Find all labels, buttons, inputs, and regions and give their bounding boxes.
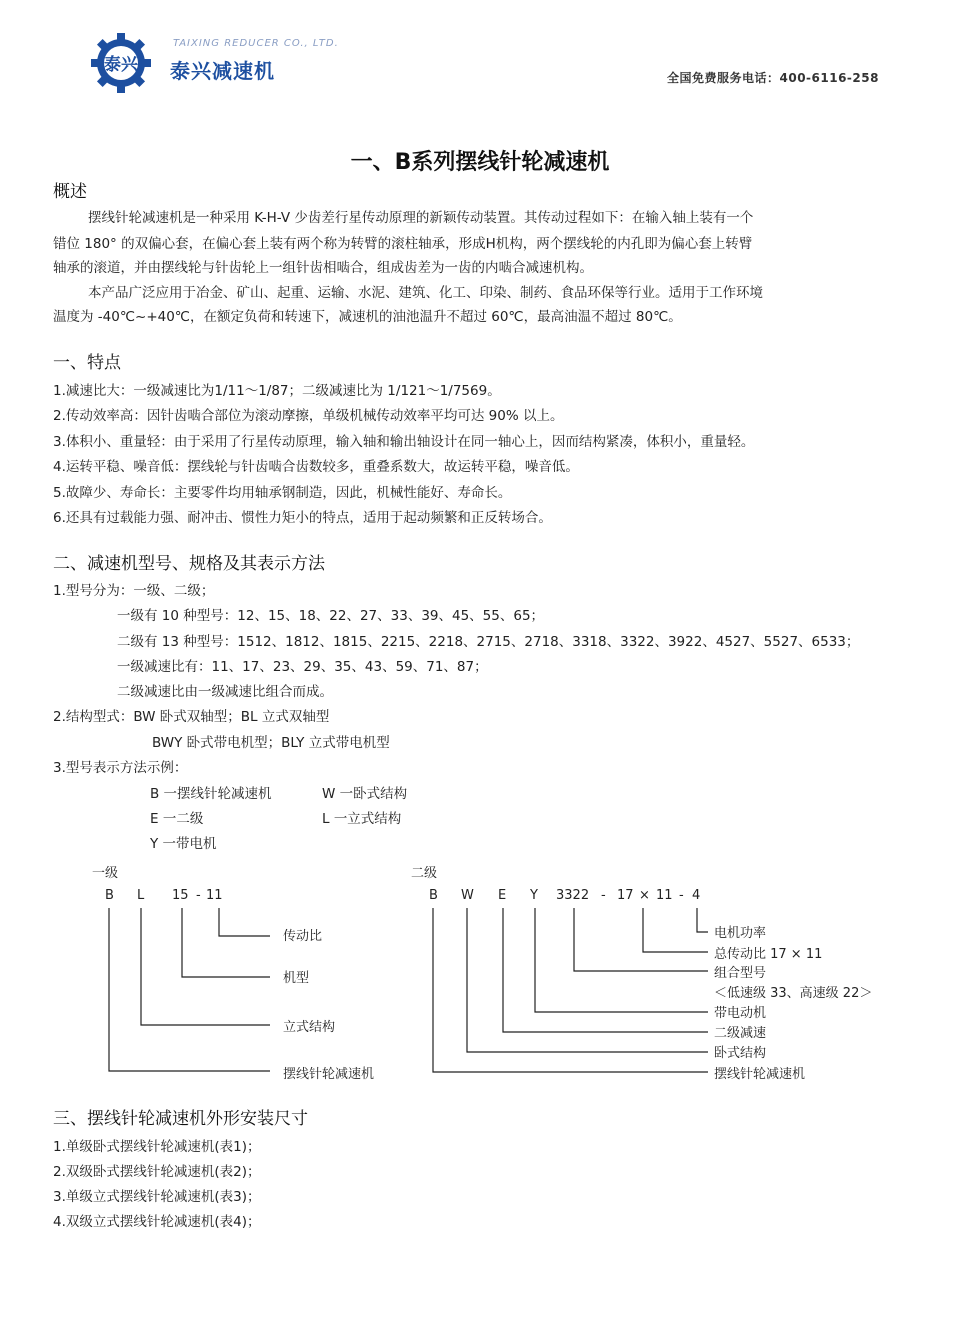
models-line: 3.型号表示方法示例：	[53, 760, 188, 776]
brand-english-name: TAIXING REDUCER CO., LTD.	[173, 38, 339, 49]
features-heading: 一、特点	[53, 353, 121, 373]
overview-line: 摆线针轮减速机是一种采用 K-H-V 少齿差行星传动原理的新颖传动装置。其传动过程如下：在输入轴上装有一个	[88, 210, 754, 226]
overview-line: 错位 180° 的双偏心套，在偏心套上装有两个称为转臂的滚柱轴承，形成H机构，两个摆线轮的内孔即为偏心套上转臂	[53, 236, 753, 252]
code-char: -	[601, 888, 606, 903]
models-line: 一级减速比有：11、17、23、29、35、43、59、71、87；	[117, 659, 488, 675]
feature-item: 2.传动效率高：因针齿啮合部位为滚动摩擦，单级机械传动效率平均可达 90% 以上。	[53, 408, 564, 424]
code-char: 11	[206, 888, 223, 903]
code-char: 11	[656, 888, 673, 903]
code-char: B	[105, 888, 114, 903]
feature-item: 5.故障少、寿命长：主要零件均用轴承钢制造，因此，机械性能好、寿命长。	[53, 485, 512, 501]
code-explanation: 组合型号	[714, 966, 767, 981]
code-char: 15	[172, 888, 189, 903]
code-explanation: ＜低速级 33、高速级 22＞	[714, 986, 873, 1001]
code-char: W	[461, 888, 474, 903]
dimensions-heading: 三、摆线针轮减速机外形安装尺寸	[53, 1109, 308, 1129]
code-explanation: 带电动机	[714, 1006, 767, 1021]
dimension-table-item: 2.双级卧式摆线针轮减速机(表2)；	[53, 1164, 261, 1180]
connector-line	[574, 908, 708, 971]
connector-line	[109, 908, 270, 1071]
code-explanation: 机型	[283, 971, 310, 986]
service-hotline: 全国免费服务电话：400-6116-258	[667, 71, 879, 85]
code-explanation: 摆线针轮减速机	[283, 1067, 375, 1082]
connector-line	[535, 908, 708, 1012]
legend-item: E 一二级	[150, 811, 204, 827]
code-explanation: 摆线针轮减速机	[714, 1067, 806, 1082]
code-char: 4	[692, 888, 701, 903]
feature-item: 6.还具有过载能力强、耐冲击、惯性力矩小的特点，适用于起动频繁和正反转场合。	[53, 510, 552, 526]
legend-item: Y 一带电机	[150, 836, 217, 852]
code-char: -	[196, 888, 201, 903]
code-char: B	[429, 888, 438, 903]
code-explanation: 电机功率	[714, 926, 767, 941]
models-line: 一级有 10 种型号：12、15、18、22、27、33、39、45、55、65；	[117, 608, 545, 624]
code-char: L	[137, 888, 145, 903]
dimension-table-item: 1.单级卧式摆线针轮减速机(表1)；	[53, 1139, 261, 1155]
brand-chinese-name: 泰兴减速机	[170, 59, 275, 83]
connector-line	[643, 908, 708, 952]
overview-heading: 概述	[53, 182, 87, 202]
page-title: 一、B系列摆线针轮减速机	[350, 150, 610, 175]
connector-line	[503, 908, 708, 1032]
code-char: 3322	[556, 888, 590, 903]
code-char: -	[679, 888, 684, 903]
code-char: 17	[617, 888, 634, 903]
connector-line	[141, 908, 270, 1025]
connector-line	[697, 908, 708, 932]
overview-line: 本产品广泛应用于冶金、矿山、起重、运输、水泥、建筑、化工、印染、制药、食品环保等行业。适用于工作环境	[88, 285, 763, 301]
code-char: Y	[530, 888, 538, 903]
code-char: E	[498, 888, 507, 903]
feature-item: 1.减速比大：一级减速比为1/11～1/87；二级减速比为 1/121～1/7569。	[53, 383, 501, 399]
logo-text: 泰兴	[104, 55, 138, 75]
models-heading: 二、减速机型号、规格及其表示方法	[53, 554, 325, 574]
feature-item: 4.运转平稳、噪音低：摆线轮与针齿啮合齿数较多，重叠系数大，故运转平稳，噪音低。	[53, 459, 579, 475]
connector-line	[433, 908, 708, 1072]
connector-line	[182, 908, 270, 977]
feature-item: 3.体积小、重量轻：由于采用了行星传动原理，输入轴和输出轴设计在同一轴心上，因而结构紧凑，体积小，重量轻。	[53, 434, 755, 450]
models-line: 二级有 13 种型号：1512、1812、1815、2215、2218、2715、2718、3318、3322、3922、4527、5527、6533；	[117, 634, 860, 650]
dimension-table-item: 4.双级立式摆线针轮减速机(表4)；	[53, 1214, 261, 1230]
connector-line	[219, 908, 270, 936]
legend-item: B 一摆线针轮减速机	[150, 786, 272, 802]
overview-line: 轴承的滚道，并由摆线轮与针齿轮上一组针齿相啮合，组成齿差为一齿的内啮合减速机构。	[53, 260, 593, 276]
single-stage-label: 一级	[92, 866, 119, 881]
code-char: ×	[639, 888, 650, 903]
legend-item: W 一卧式结构	[322, 786, 408, 802]
code-explanation: 二级减速	[714, 1026, 767, 1041]
code-explanation: 卧式结构	[714, 1046, 767, 1061]
models-line: 2.结构型式：BW 卧式双轴型；BL 立式双轴型	[53, 709, 330, 725]
code-explanation: 总传动比 17 × 11	[714, 947, 823, 962]
overview-line: 温度为 -40℃~+40℃，在额定负荷和转速下，减速机的油池温升不超过 60℃，最高油温不超过 80℃。	[53, 309, 682, 325]
code-explanation: 传动比	[283, 929, 323, 944]
models-line: 二级减速比由一级减速比组合而成。	[117, 684, 333, 700]
legend-item: L 一立式结构	[322, 811, 402, 827]
code-explanation: 立式结构	[283, 1020, 336, 1035]
dimension-table-item: 3.单级立式摆线针轮减速机(表3)；	[53, 1189, 261, 1205]
models-line: 1.型号分为：一级、二级；	[53, 583, 215, 599]
double-stage-label: 二级	[411, 866, 438, 881]
models-line: BWY 卧式带电机型；BLY 立式带电机型	[152, 735, 390, 751]
